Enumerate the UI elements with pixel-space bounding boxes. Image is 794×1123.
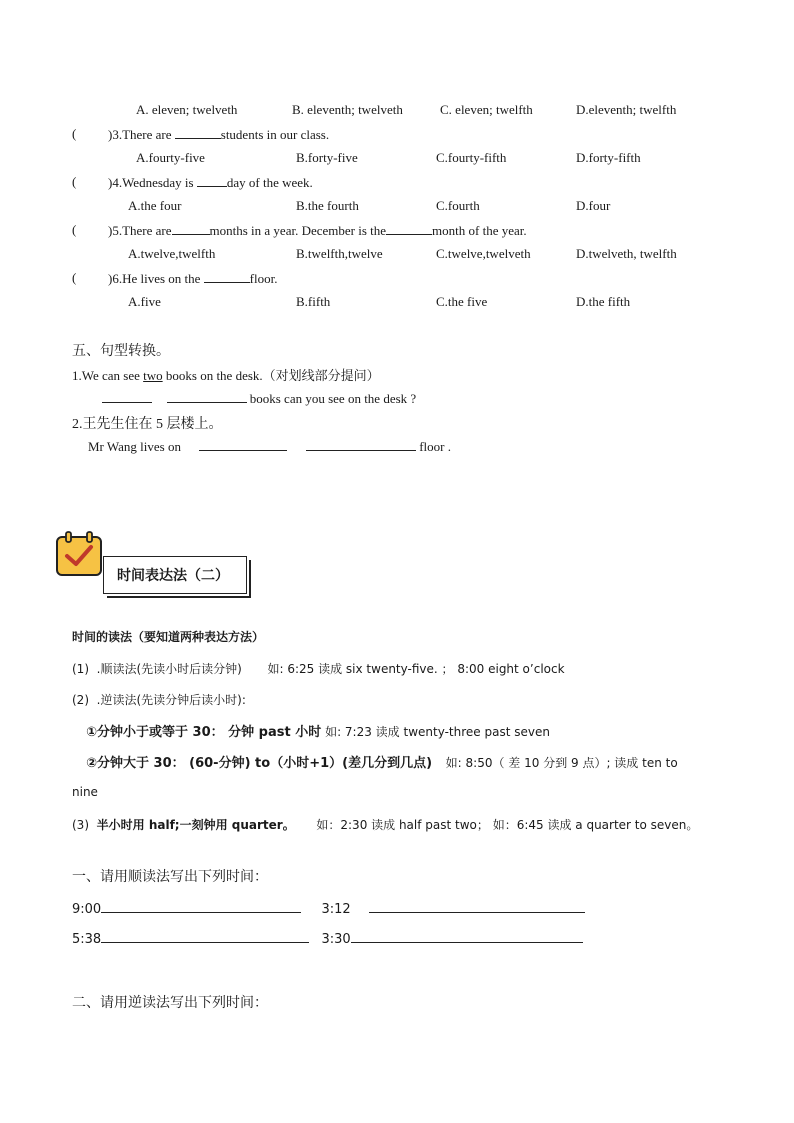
q5-option-b: B.twelfth,twelve xyxy=(296,246,383,261)
q5-stem-start: )5.There are xyxy=(108,223,172,238)
q6-option-a: A.five xyxy=(128,294,161,309)
rule-3-bold: 半小时用 half;一刻钟用 quarter。 xyxy=(96,818,295,832)
q5-answer-blank-2[interactable] xyxy=(386,222,432,235)
rule-2a-bold: ①分钟小于或等于 30： 分钟 past 小时 xyxy=(86,725,322,740)
exercise1-row-1 xyxy=(72,900,585,917)
q3-option-a: A.fourty-five xyxy=(136,150,205,165)
rule-2b-continuation: nine xyxy=(72,785,98,799)
answer-blank-5-38[interactable] xyxy=(101,930,309,943)
q4-stem-end: day of the week. xyxy=(226,175,313,190)
s1-answer-blank-1[interactable] xyxy=(102,390,152,403)
q2-option-d: D.eleventh; twelfth xyxy=(576,102,677,117)
s1-underlined-word: two xyxy=(143,368,163,383)
q2-option-b: B. eleventh; twelveth xyxy=(292,102,403,117)
exercise2-title: 二、请用逆读法写出下列时间： xyxy=(72,995,268,1011)
q6-option-c: C.the five xyxy=(436,294,488,309)
rule-1-example: 如: 6:25 读成 six twenty-five. ； 8:00 eight o’clock xyxy=(267,662,565,676)
s1-suffix: books on the desk.（对划线部分提问） xyxy=(162,368,380,383)
section5-answer-line-1 xyxy=(102,390,416,407)
q6-option-d: D.the fifth xyxy=(576,294,631,309)
section5-answer-line-2 xyxy=(88,438,451,455)
q5-option-a: A.twelve,twelfth xyxy=(128,246,216,261)
q3-paren: ( xyxy=(72,126,77,141)
q4-option-d: D.four xyxy=(576,198,611,213)
q5-option-d: D.twelveth, twelfth xyxy=(576,246,677,261)
q2-option-a: A. eleven; twelveth xyxy=(136,102,238,117)
section5-sentence-1 xyxy=(72,365,380,384)
q4-stem xyxy=(108,174,313,191)
answer-blank-3-12[interactable] xyxy=(369,900,585,913)
q2-option-c: C. eleven; twelfth xyxy=(440,102,533,117)
rule-2 xyxy=(72,691,246,708)
time-3-30: 3:30 xyxy=(321,932,351,947)
rule-3-example: 如：2:30 读成 half past two； 如：6:45 读成 a quarter to seven。 xyxy=(316,818,699,832)
s1-answer-blank-2[interactable] xyxy=(167,390,247,403)
exercise1-row-2 xyxy=(72,930,583,947)
q4-stem-start: )4.Wednesday is xyxy=(108,175,194,190)
s2-prefix: Mr Wang lives on xyxy=(88,439,181,454)
q4-answer-blank[interactable] xyxy=(197,174,227,187)
answer-blank-3-30[interactable] xyxy=(351,930,583,943)
q4-option-a: A.the four xyxy=(128,198,182,213)
q4-paren: ( xyxy=(72,174,77,189)
exercise1-title: 一、请用顺读法写出下列时间： xyxy=(72,869,268,885)
q5-option-c: C.twelve,twelveth xyxy=(436,246,531,261)
time-rules-heading: 时间的读法（要知道两种表达方法） xyxy=(72,630,265,644)
q3-option-d: D.forty-fifth xyxy=(576,150,641,165)
answer-blank-9-00[interactable] xyxy=(101,900,301,913)
s1-prefix: 1.We can see xyxy=(72,368,144,383)
q3-option-c: C.fourty-fifth xyxy=(436,150,507,165)
q6-option-b: B.fifth xyxy=(296,294,331,309)
q3-option-b: B.forty-five xyxy=(296,150,358,165)
rule-1-text: .顺读法(先读小时后读分钟) xyxy=(96,662,242,676)
banner-title: 时间表达法（二） xyxy=(117,568,229,584)
time-9-00: 9:00 xyxy=(72,902,102,917)
rule-2b-example: 如: 8:50（ 差 10 分到 9 点）; 读成 ten to xyxy=(445,756,678,770)
q5-stem xyxy=(108,222,527,239)
q6-paren: ( xyxy=(72,270,77,285)
q3-stem-end: students in our class. xyxy=(220,127,330,142)
q6-stem-end: floor. xyxy=(249,271,278,286)
time-3-12: 3:12 xyxy=(321,902,351,917)
q3-answer-blank[interactable] xyxy=(175,126,221,139)
q3-stem-start: )3.There are xyxy=(108,127,172,142)
q4-option-c: C.fourth xyxy=(436,198,480,213)
rule-3-num: (3) xyxy=(72,818,89,832)
q5-answer-blank-1[interactable] xyxy=(172,222,210,235)
section5-title: 五、句型转换。 xyxy=(72,343,170,359)
rule-1-num: (1) xyxy=(72,662,89,676)
q6-stem xyxy=(108,270,277,287)
rule-2b xyxy=(86,752,678,771)
rule-2b-bold: ②分钟大于 30： (60-分钟) to（小时+1）(差几分到几点) xyxy=(86,756,433,771)
rule-2a xyxy=(86,721,550,740)
rule-2-text: .逆读法(先读分钟后读小时): xyxy=(96,693,246,707)
rule-2-num: (2) xyxy=(72,693,89,707)
q5-stem-end: month of the year. xyxy=(432,223,527,238)
q6-answer-blank[interactable] xyxy=(204,270,250,283)
rule-2a-example: 如: 7:23 读成 twenty-three past seven xyxy=(325,725,550,739)
s1-answer-rest: books can you see on the desk ? xyxy=(249,391,417,406)
s2-answer-blank-1[interactable] xyxy=(199,438,287,451)
q4-option-b: B.the fourth xyxy=(296,198,359,213)
section5-sentence-2: 2.王先生住在 5 层楼上。 xyxy=(72,417,223,432)
s2-suffix: floor . xyxy=(419,439,451,454)
q6-stem-start: )6.He lives on the xyxy=(108,271,201,286)
time-5-38: 5:38 xyxy=(72,932,102,947)
q3-stem xyxy=(108,126,329,143)
s2-answer-blank-2[interactable] xyxy=(306,438,416,451)
rule-1 xyxy=(72,660,565,677)
q5-stem-mid: months in a year. December is the xyxy=(209,223,387,238)
q5-paren: ( xyxy=(72,222,77,237)
calendar-check-icon xyxy=(55,531,103,577)
rule-3 xyxy=(72,816,698,833)
